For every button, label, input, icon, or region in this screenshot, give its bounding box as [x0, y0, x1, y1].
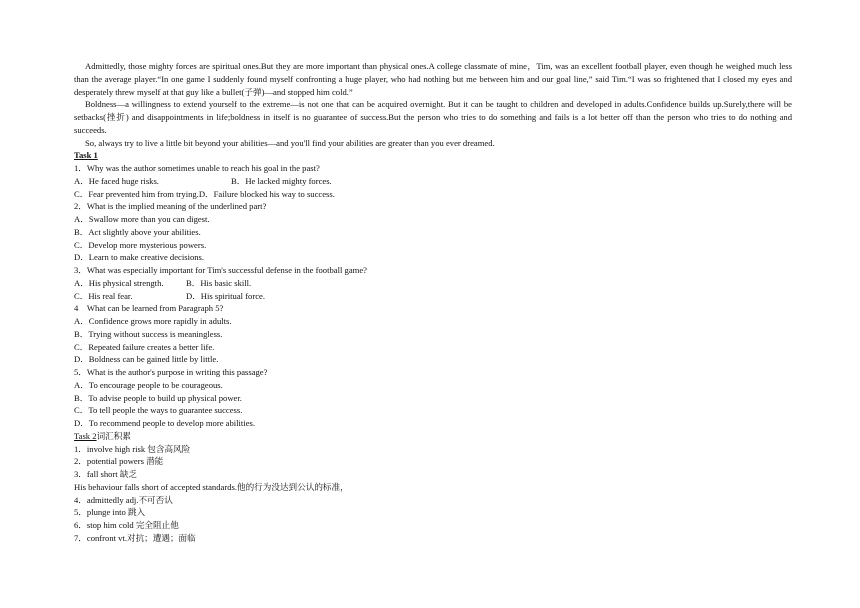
question-3-options-row-2 — [74, 290, 792, 303]
option-3c: C．His real fear. — [74, 290, 133, 301]
option-3d: D．His spiritual force. — [186, 290, 265, 301]
option-1b: B．He lacked mighty forces. — [231, 175, 332, 186]
question-1-options-row-2 — [74, 188, 792, 201]
vocab-item-2: 2．potential powers 潜能 — [74, 456, 164, 467]
question-5: 5．What is the author's purpose in writing this passage? — [74, 367, 268, 377]
passage-paragraph-3: So, always try to live a little bit beyond your abilities—and you'll find your abilities are greater than you ever dreamed. — [85, 137, 495, 148]
option-1c: C．Fear prevented him from trying. — [74, 188, 199, 199]
vocab-item-3: 3．fall short 缺乏 — [74, 469, 138, 479]
vocab-item-6: 6．stop him cold 完全阻止他 — [74, 520, 179, 530]
option-2a: A．Swallow more than you can digest. — [74, 214, 210, 224]
option-5a: A．To encourage people to be courageous. — [74, 379, 223, 390]
task2-heading — [74, 430, 792, 443]
vocab-item-4: 4．admittedly adj.不可否认 — [74, 494, 173, 505]
option-4b: B．Trying without success is meaningless. — [74, 328, 223, 339]
question-3: 3．What was especially important for Tim's successful defense in the football game? — [74, 265, 367, 275]
option-2d: D．Learn to make creative decisions. — [74, 252, 205, 263]
task2-subtitle: 词汇积累 — [96, 430, 131, 441]
vocab-item-5: 5．plunge into 跳入 — [74, 507, 146, 518]
option-5c: C．To tell people the ways to guarantee success. — [74, 405, 243, 416]
vocab-item-1: 1．involve high risk 包含高风险 — [74, 443, 191, 454]
option-2b: B．Act slightly above your abilities. — [74, 226, 201, 237]
option-2c: C．Develop more mysterious powers. — [74, 239, 207, 250]
question-1: 1．Why was the author sometimes unable to reach his goal in the past? — [74, 163, 320, 173]
option-5d: D．To recommend people to develop more abilities. — [74, 418, 256, 428]
question-2: 2．What is the implied meaning of the underlined part? — [74, 201, 267, 212]
question-1-options-row-1 — [74, 175, 792, 188]
vocab-example-sentence: His behaviour falls short of accepted standards.他的行为没达到公认的标准， — [74, 481, 349, 492]
passage-paragraph-1: Admittedly, those mighty forces are spiritual ones.But they are more important than physical ones.A college classmate of mine，Tim, was an excellent football player, even though he weighed much less than the average player.“In one game I suddenly found myself confronting a huge player, who had nothing but me between him and our goal line,” said Tim.“I was so frightened that I closed my eyes and desperately threw myself at that guy like a bullet(子弹)—and stopped him cold.” — [74, 61, 792, 97]
option-4c: C．Repeated failure creates a better life. — [74, 341, 215, 352]
option-4d: D．Boldness can be gained little by little. — [74, 354, 219, 365]
option-1d: D．Failure blocked his way to success. — [198, 188, 335, 199]
question-3-options-row-1 — [74, 277, 792, 290]
vocab-item-7: 7．confront vt.对抗；遭遇；面临 — [74, 532, 196, 543]
option-4a: A．Confidence grows more rapidly in adults. — [74, 316, 232, 326]
task1-heading — [74, 149, 792, 162]
option-3b: B．His basic skill. — [186, 277, 252, 288]
option-1a: A．He faced huge risks. — [74, 175, 159, 186]
task2-title: Task 2 — [74, 430, 97, 441]
question-4: 4 What can be learned from Paragraph 5? — [74, 303, 224, 314]
option-5b: B．To advise people to build up physical power. — [74, 392, 242, 403]
option-3a: A．His physical strength. — [74, 277, 164, 288]
passage-paragraph-2: Boldness—a willingness to extend yourself to the extreme—is not one that can be acquired overnight. But it can be taught to children and developed in adults.Confidence builds up.Surely,there will be setbacks(挫折) and disappointments in life;boldness in itself is no guarantee of success.But the person who tries to do something and fails is a lot better off than the person who tries to do nothing and succeeds. — [74, 99, 792, 135]
document-page — [74, 60, 792, 545]
task1-title: Task 1 — [74, 150, 98, 161]
